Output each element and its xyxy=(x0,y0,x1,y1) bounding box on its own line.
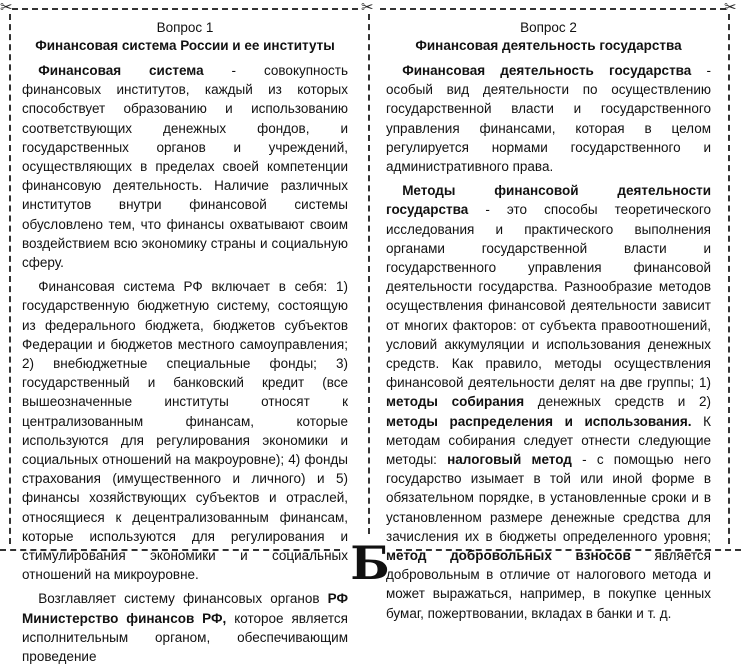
scissors-icon: ✂ xyxy=(0,0,13,16)
question-1-column xyxy=(22,20,348,671)
bold-term: РФ Министерство финансов РФ, xyxy=(22,591,348,626)
paragraph xyxy=(22,61,348,272)
text-run: Возглавляет систему финансовых органов xyxy=(38,591,328,607)
text-run: которое является исполнительным органом, обеспечивающим проведение xyxy=(22,610,348,665)
paragraph xyxy=(386,181,711,623)
bold-term: метод добровольных взносов xyxy=(386,548,631,564)
text-run: является добровольным в отличие от налогового метода и может выражаться, например, в покупке ценных бумаг, пожертвовании, вкладах в банки и т. д. xyxy=(386,548,711,621)
text-run: денежных средств и 2) xyxy=(524,394,711,410)
bold-term: налоговый метод xyxy=(447,452,572,468)
text-run: - особый вид деятельности по осуществлению государственной власти и государственного управления финансами, которая в целом регулируется нормами государственного и административного права. xyxy=(386,63,711,175)
scissors-icon: ✂ xyxy=(724,0,737,16)
bold-term: Финансовая деятельность государства xyxy=(402,63,692,78)
question-number: Вопрос 2 xyxy=(520,20,577,35)
paragraph xyxy=(22,277,348,584)
cut-line-top-right xyxy=(380,8,726,10)
bold-term: методы распределения и использования. xyxy=(386,413,692,429)
bold-term: Методы финансовой деятельности государства xyxy=(386,183,711,218)
cut-line-left xyxy=(9,14,11,544)
cut-line-center xyxy=(368,14,370,534)
question-body xyxy=(22,61,348,666)
text-run: - с помощью него государство изымает в той или иной форме в обязательном порядке, в установленные сроки и в установленном размере денежные средства для зачисления их в бюджеты определенного уровня; xyxy=(386,452,711,544)
question-title: Финансовая система России и ее институты xyxy=(35,38,335,53)
cut-line-top-left xyxy=(12,8,358,10)
paragraph xyxy=(386,61,711,176)
question-body xyxy=(386,61,711,623)
question-2-column xyxy=(386,20,711,628)
bold-term: Финансовая система xyxy=(38,63,204,78)
paragraph xyxy=(22,589,348,666)
scissors-icon: ✂ xyxy=(361,0,374,16)
text-run: - совокупность финансовых институтов, каждый из которых способствует образованию и использованию соответствующих денежных фондов, и государственных органов и учреждений, осуществляющих в пределах своей компетенции финансовую деятельность. Наличие различных институтов внутри финансовой системы обусловлено тем, что финансы охватывают своим воздействием всю экономику страны и социальную сферу. xyxy=(22,63,348,271)
question-title: Финансовая деятельность государства xyxy=(415,38,682,53)
question-number: Вопрос 1 xyxy=(156,20,214,35)
cut-line-right xyxy=(728,14,730,544)
text-run: - это способы теоретического исследования и практического выполнения органами государственной власти и государственного управления финансовой деятельности государства. Разнообразие методов осуществления финансовой деятельности зависит от многих факторов: от субъекта правоотношений, условий аккумуляции и использования денежных средств. Как правило, методы осуществления финансовой деятельности делят на две группы; 1) xyxy=(386,202,711,391)
bold-term: методы собирания xyxy=(386,394,525,410)
text-run: Финансовая система РФ включает в себя: 1) государственную бюджетную систему, состоящую из федерального бюджета, бюджетов субъектов Федерации и бюджетов местного самоуправления; 2) внебюджетные специальные фонды; 3) государственный и банковский кредит (все вышеозначенные институты относят к централизованным финансам, которые используются для регулирования экономики и социальных отношений на макроуровне); 4) фонды страхования (имущественного и личного) и 5) финансы хозяйствующих субъектов и отраслей, относящиеся к децентрализованным финансам, которые используются для регулирования и стимулирования экономики и социальных отношений на микроуровне. xyxy=(22,279,348,583)
text-run: К методам собирания следует отнести следующие методы: xyxy=(386,413,711,468)
section-letter: Б xyxy=(350,536,390,590)
